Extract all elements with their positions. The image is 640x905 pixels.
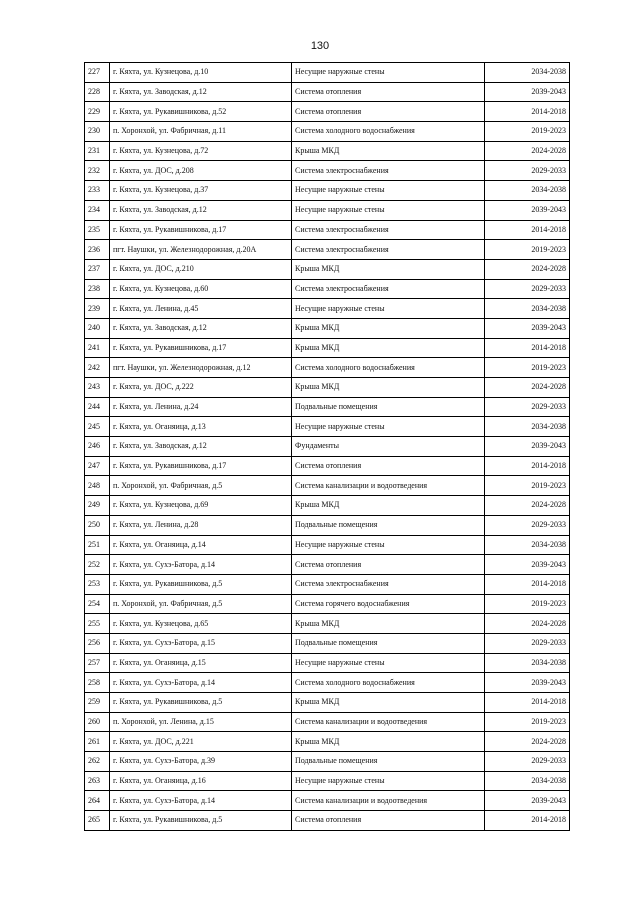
period-cell: 2019-2023 [485,240,570,260]
row-number-cell: 254 [85,594,110,614]
address-cell: г. Кяхта, ул. Рукавишникова, д.5 [110,693,292,713]
table-row [85,515,570,535]
address-cell: г. Кяхта, ул. Заводская, д.12 [110,82,292,102]
address-cell: г. Кяхта, ул. Оганяица, д.16 [110,771,292,791]
address-cell: г. Кяхта, ул. Кузнецова, д.65 [110,614,292,634]
row-number-cell: 233 [85,181,110,201]
row-number-cell: 240 [85,318,110,338]
period-cell: 2039-2043 [485,82,570,102]
table-row [85,63,570,83]
address-cell: г. Кяхта, ул. Заводская, д.12 [110,318,292,338]
element-cell: Крыша МКД [292,732,485,752]
element-cell: Несущие наружные стены [292,535,485,555]
element-cell: Несущие наружные стены [292,200,485,220]
table-row [85,82,570,102]
table-row [85,397,570,417]
period-cell: 2029-2033 [485,633,570,653]
row-number-cell: 229 [85,102,110,122]
row-number-cell: 259 [85,693,110,713]
row-number-cell: 261 [85,732,110,752]
period-cell: 2039-2043 [485,791,570,811]
row-number-cell: 246 [85,437,110,457]
element-cell: Несущие наружные стены [292,299,485,319]
table-row [85,771,570,791]
row-number-cell: 236 [85,240,110,260]
address-cell: г. Кяхта, ул. Кузнецова, д.37 [110,181,292,201]
period-cell: 2024-2028 [485,496,570,516]
row-number-cell: 234 [85,200,110,220]
table-row [85,220,570,240]
row-number-cell: 238 [85,279,110,299]
table-row [85,102,570,122]
row-number-cell: 245 [85,417,110,437]
row-number-cell: 251 [85,535,110,555]
period-cell: 2029-2033 [485,515,570,535]
table-row [85,259,570,279]
address-cell: г. Кяхта, ул. ДОС, д.208 [110,161,292,181]
row-number-cell: 232 [85,161,110,181]
element-cell: Несущие наружные стены [292,181,485,201]
period-cell: 2034-2038 [485,771,570,791]
element-cell: Подвальные помещения [292,633,485,653]
address-cell: г. Кяхта, ул. Заводская, д.12 [110,200,292,220]
element-cell: Система электроснабжения [292,574,485,594]
period-cell: 2034-2038 [485,181,570,201]
element-cell: Система канализации и водоотведения [292,476,485,496]
address-cell: п. Хоронхой, ул. Ленина, д.15 [110,712,292,732]
period-cell: 2014-2018 [485,456,570,476]
period-cell: 2019-2023 [485,712,570,732]
element-cell: Несущие наружные стены [292,771,485,791]
period-cell: 2034-2038 [485,653,570,673]
address-cell: г. Кяхта, ул. Сухэ-Батора, д.39 [110,752,292,772]
row-number-cell: 249 [85,496,110,516]
table-row [85,791,570,811]
period-cell: 2024-2028 [485,259,570,279]
table-row [85,122,570,142]
element-cell: Подвальные помещения [292,397,485,417]
element-cell: Крыша МКД [292,318,485,338]
period-cell: 2014-2018 [485,574,570,594]
element-cell: Несущие наружные стены [292,417,485,437]
period-cell: 2014-2018 [485,693,570,713]
period-cell: 2024-2028 [485,614,570,634]
row-number-cell: 241 [85,338,110,358]
address-cell: г. Кяхта, ул. Ленина, д.24 [110,397,292,417]
period-cell: 2014-2018 [485,220,570,240]
row-number-cell: 256 [85,633,110,653]
table-row [85,535,570,555]
period-cell: 2014-2018 [485,811,570,831]
element-cell: Крыша МКД [292,693,485,713]
table-row [85,358,570,378]
period-cell: 2039-2043 [485,555,570,575]
period-cell: 2019-2023 [485,476,570,496]
element-cell: Система электроснабжения [292,161,485,181]
address-cell: пгт. Наушки, ул. Железнодорожная, д.20А [110,240,292,260]
table-row [85,712,570,732]
table-row [85,161,570,181]
table-row [85,437,570,457]
address-cell: г. Кяхта, ул. Кузнецова, д.69 [110,496,292,516]
table-row [85,456,570,476]
address-cell: г. Кяхта, ул. Сухэ-Батора, д.14 [110,791,292,811]
address-cell: г. Кяхта, ул. Рукавишникова, д.17 [110,338,292,358]
element-cell: Крыша МКД [292,338,485,358]
element-cell: Система электроснабжения [292,240,485,260]
element-cell: Крыша МКД [292,614,485,634]
table-row [85,240,570,260]
address-cell: г. Кяхта, ул. Оганяица, д.15 [110,653,292,673]
element-cell: Система электроснабжения [292,220,485,240]
row-number-cell: 230 [85,122,110,142]
element-cell: Крыша МКД [292,141,485,161]
table-row [85,417,570,437]
period-cell: 2034-2038 [485,63,570,83]
address-cell: г. Кяхта, ул. Кузнецова, д.72 [110,141,292,161]
element-cell: Крыша МКД [292,496,485,516]
row-number-cell: 227 [85,63,110,83]
row-number-cell: 260 [85,712,110,732]
period-cell: 2029-2033 [485,397,570,417]
page-number: 130 [310,40,330,52]
period-cell: 2029-2033 [485,279,570,299]
table-row [85,318,570,338]
address-cell: пгт. Наушки, ул. Железнодорожная, д.12 [110,358,292,378]
element-cell: Подвальные помещения [292,752,485,772]
element-cell: Система отопления [292,811,485,831]
element-cell: Несущие наружные стены [292,63,485,83]
address-cell: г. Кяхта, ул. ДОС, д.222 [110,378,292,398]
period-cell: 2029-2033 [485,752,570,772]
table-row [85,811,570,831]
period-cell: 2019-2023 [485,122,570,142]
element-cell: Система отопления [292,555,485,575]
address-cell: г. Кяхта, ул. Ленина, д.28 [110,515,292,535]
address-cell: г. Кяхта, ул. Оганяица, д.13 [110,417,292,437]
period-cell: 2029-2033 [485,161,570,181]
table-row [85,141,570,161]
period-cell: 2039-2043 [485,318,570,338]
table-row [85,752,570,772]
table-row [85,633,570,653]
table-row [85,181,570,201]
address-cell: п. Хоронхой, ул. Фабричная, д.11 [110,122,292,142]
table-row [85,279,570,299]
table-row [85,200,570,220]
row-number-cell: 231 [85,141,110,161]
row-number-cell: 235 [85,220,110,240]
row-number-cell: 264 [85,791,110,811]
address-cell: г. Кяхта, ул. Рукавишникова, д.52 [110,102,292,122]
address-cell: г. Кяхта, ул. ДОС, д.221 [110,732,292,752]
address-cell: г. Кяхта, ул. Рукавишникова, д.5 [110,811,292,831]
row-number-cell: 252 [85,555,110,575]
row-number-cell: 262 [85,752,110,772]
table-row [85,614,570,634]
row-number-cell: 243 [85,378,110,398]
table-row [85,338,570,358]
address-cell: г. Кяхта, ул. Сухэ-Батора, д.15 [110,633,292,653]
address-cell: г. Кяхта, ул. Кузнецова, д.10 [110,63,292,83]
row-number-cell: 237 [85,259,110,279]
row-number-cell: 242 [85,358,110,378]
row-number-cell: 250 [85,515,110,535]
element-cell: Система холодного водоснабжения [292,673,485,693]
period-cell: 2024-2028 [485,732,570,752]
table-row [85,594,570,614]
table-row [85,693,570,713]
table-body [85,63,570,831]
period-cell: 2034-2038 [485,417,570,437]
address-cell: п. Хоронхой, ул. Фабричная, д.5 [110,476,292,496]
address-cell: г. Кяхта, ул. Рукавишникова, д.17 [110,220,292,240]
table-row [85,732,570,752]
row-number-cell: 255 [85,614,110,634]
row-number-cell: 257 [85,653,110,673]
table-row [85,574,570,594]
element-cell: Крыша МКД [292,259,485,279]
period-cell: 2024-2028 [485,378,570,398]
element-cell: Крыша МКД [292,378,485,398]
period-cell: 2039-2043 [485,673,570,693]
table-row [85,555,570,575]
address-cell: г. Кяхта, ул. Ленина, д.45 [110,299,292,319]
table-row [85,378,570,398]
element-cell: Фундаменты [292,437,485,457]
row-number-cell: 239 [85,299,110,319]
period-cell: 2014-2018 [485,338,570,358]
period-cell: 2034-2038 [485,299,570,319]
period-cell: 2024-2028 [485,141,570,161]
table-row [85,476,570,496]
row-number-cell: 258 [85,673,110,693]
period-cell: 2034-2038 [485,535,570,555]
element-cell: Система отопления [292,102,485,122]
address-cell: г. Кяхта, ул. Рукавишникова, д.17 [110,456,292,476]
row-number-cell: 228 [85,82,110,102]
address-cell: г. Кяхта, ул. ДОС, д.210 [110,259,292,279]
address-cell: г. Кяхта, ул. Заводская, д.12 [110,437,292,457]
address-cell: г. Кяхта, ул. Сухэ-Батора, д.14 [110,673,292,693]
element-cell: Система холодного водоснабжения [292,122,485,142]
period-cell: 2019-2023 [485,594,570,614]
address-cell: г. Кяхта, ул. Рукавишникова, д.5 [110,574,292,594]
row-number-cell: 253 [85,574,110,594]
row-number-cell: 244 [85,397,110,417]
period-cell: 2014-2018 [485,102,570,122]
address-cell: г. Кяхта, ул. Оганяица, д.14 [110,535,292,555]
period-cell: 2039-2043 [485,200,570,220]
repair-schedule-table [84,62,570,831]
row-number-cell: 263 [85,771,110,791]
row-number-cell: 265 [85,811,110,831]
period-cell: 2019-2023 [485,358,570,378]
table-row [85,653,570,673]
element-cell: Несущие наружные стены [292,653,485,673]
element-cell: Система канализации и водоотведения [292,791,485,811]
table-row [85,299,570,319]
element-cell: Система горячего водоснабжения [292,594,485,614]
table-row [85,496,570,516]
address-cell: г. Кяхта, ул. Сухэ-Батора, д.14 [110,555,292,575]
address-cell: п. Хоронхой, ул. Фабричная, д.5 [110,594,292,614]
table-row [85,673,570,693]
element-cell: Система канализации и водоотведения [292,712,485,732]
element-cell: Система холодного водоснабжения [292,358,485,378]
element-cell: Система отопления [292,82,485,102]
element-cell: Система отопления [292,456,485,476]
element-cell: Подвальные помещения [292,515,485,535]
row-number-cell: 247 [85,456,110,476]
row-number-cell: 248 [85,476,110,496]
address-cell: г. Кяхта, ул. Кузнецова, д.60 [110,279,292,299]
element-cell: Система электроснабжения [292,279,485,299]
period-cell: 2039-2043 [485,437,570,457]
